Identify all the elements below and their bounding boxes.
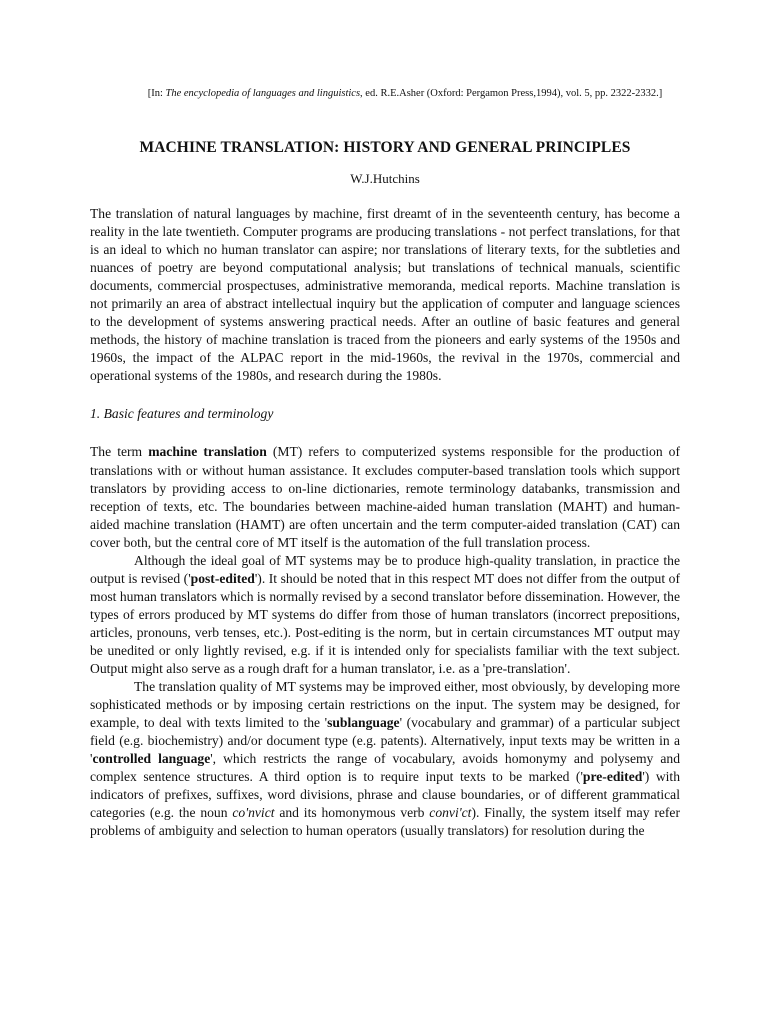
abstract-paragraph: The translation of natural languages by machine, first dreamt of in the seventeenth century, has become a reality in the late twentieth. Computer programs are producing translations - not perfect translations, for that is an ideal to which no human translator can aspire; nor translations of literary texts, for the subtleties and nuances of poetry are beyond computational analysis; but translations of technical manuals, scientific documents, commercial prospectuses, administrative memoranda, medical reports. Machine translation is not primarily an area of abstract intellectual inquiry but the application of computer and language sciences to the development of systems answering practical needs. After an outline of basic features and general methods, the history of machine translation is traced from the pioneers and early systems of the 1950s and 1960s, the impact of the ALPAC report in the mid-1960s, the revival in the 1970s, commercial and operational systems of the 1980s, and research during the 1980s. [90, 206, 680, 384]
term-machine-translation: machine translation [148, 444, 267, 460]
term-convict-noun: co'nvict [232, 805, 275, 821]
p1-text-a: The term [90, 444, 149, 460]
citation-source: The encyclopedia of languages and linguistics [165, 88, 361, 99]
citation-prefix: [In: [147, 88, 166, 99]
p2-text-a: Although the ideal goal of MT systems may be to produce high-quality translation, in practice the output is revised (' [90, 552, 680, 586]
document-page [90, 88, 680, 841]
term-controlled-language: controlled language [92, 751, 211, 767]
body-paragraph-1 [90, 443, 680, 551]
p3-text-c: ' (vocabulary and grammar) of a particular subject field (e.g. biochemistry) and/or document type (e.g. patents). Alternatively, input texts may be written in a ' [90, 715, 680, 767]
p1-text-c: (MT) refers to computerized systems responsible for the production of translations with or without human assistance. It excludes computer-based translation tools which support translators by providing access to on-line dictionaries, remote terminology databanks, transmission and reception of texts, etc. The boundaries between machine-aided human translation (MAHT) and human-aided machine translation (HAMT) are often uncertain and the term computer-aided translation (CAT) can cover both, but the central core of MT itself is the automation of the full translation process. [90, 444, 680, 550]
p3-text-e: ', which restricts the range of vocabulary, avoids homonymy and polysemy and complex sentence structures. A third option is to require input texts to be marked (' [90, 751, 680, 785]
p3-text-g: ') with indicators of prefixes, suffixes, word divisions, phrase and clause boundaries, or of different grammatical categories (e.g. the noun [90, 769, 680, 821]
citation [90, 88, 680, 99]
p3-text-a: The translation quality of MT systems may be improved either, most obviously, by developing more sophisticated methods or by imposing certain restrictions on the input. The system may be designed, for example, to deal with texts limited to the ' [90, 679, 680, 731]
term-pre-edited: pre-edited [582, 769, 643, 785]
p3-text-i: and its homonymous verb [274, 805, 430, 821]
p2-text-c: '). It should be noted that in this respect MT does not differ from the output of most human translators which is normally revised by a second translator before dissemination. However, the types of errors produced by MT systems do differ from those of human translators (incorrect prepositions, articles, pronouns, verb tenses, etc.). Post-editing is the norm, but in certain circumstances MT output may be unedited or only lightly revised, e.g. if it is intended only for specialists familiar with the text subject. Output might also serve as a rough draft for a human translator, i.e. as a 'pre-translation'. [90, 570, 680, 677]
p3-text-k: ). Finally, the system itself may refer problems of ambiguity and selection to human operators (usually translators) for resolution during the [90, 805, 680, 839]
term-convict-verb: convi'ct [429, 805, 472, 821]
document-title: MACHINE TRANSLATION: HISTORY AND GENERAL PRINCIPLES [139, 139, 631, 156]
section-heading: 1. Basic features and terminology [90, 406, 274, 422]
term-post-edited: post-edited [190, 570, 255, 586]
citation-suffix: , ed. R.E.Asher (Oxford: Pergamon Press,1994), vol. 5, pp. 2322-2332.] [360, 88, 663, 99]
body-paragraph-3 [90, 678, 680, 840]
body-paragraph-2 [90, 552, 680, 678]
author: W.J.Hutchins [350, 171, 420, 186]
term-sublanguage: sublanguage [327, 715, 400, 731]
